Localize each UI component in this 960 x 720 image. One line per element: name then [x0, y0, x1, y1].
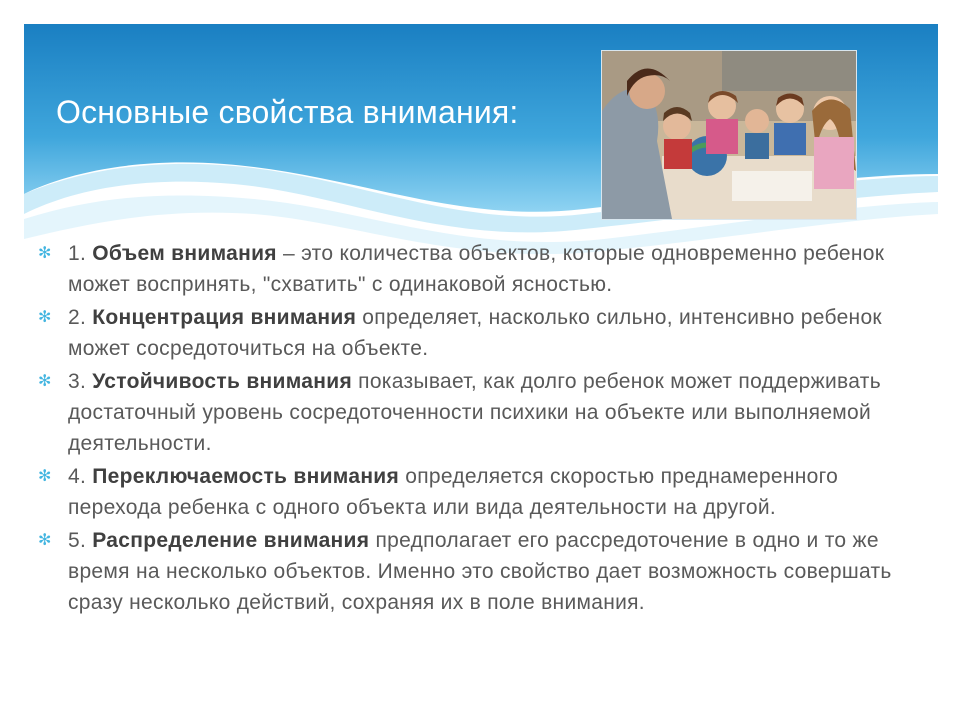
asterisk-icon: ✻: [38, 373, 52, 390]
asterisk-icon: ✻: [38, 245, 52, 262]
item-text: показывает, как долго ребенок может поддерживать достаточный уровень сосредоточенности психики на объекте или выполняемой деятельности.: [68, 370, 881, 455]
item-number: 3.: [68, 370, 87, 393]
item-text: предполагает его рассредоточение в одно и то же время на несколько объектов. Именно это свойство дает возможность совершать сразу несколько действий, сохраняя их в поле внимания.: [68, 529, 892, 614]
list-item: [38, 302, 918, 364]
item-term: Устойчивость внимания: [92, 370, 353, 393]
asterisk-icon: ✻: [38, 309, 52, 326]
asterisk-icon: ✻: [38, 468, 52, 485]
slide-title: Основные свойства внимания:: [56, 94, 519, 130]
item-number: 5.: [68, 529, 87, 552]
item-term: Концентрация внимания: [92, 306, 357, 329]
item-text: – это количества объектов, которые одновременно ребенок может воспринять, "схватить" с одинаковой ясностью.: [68, 242, 885, 296]
item-text: определяется скоростью преднамеренного перехода ребенка с одного объекта или вида деятельности на другой.: [68, 465, 839, 519]
item-number: 1.: [68, 242, 87, 265]
list-item: [38, 238, 918, 300]
item-text: определяет, насколько сильно, интенсивно ребенок может сосредоточиться на объекте.: [68, 306, 882, 360]
slide: [24, 24, 938, 698]
list-item: [38, 366, 918, 459]
asterisk-icon: ✻: [38, 532, 52, 549]
item-term: Объем внимания: [92, 242, 277, 265]
item-term: Переключаемость внимания: [92, 465, 400, 488]
properties-list: [38, 238, 918, 620]
list-item: [38, 461, 918, 523]
item-number: 2.: [68, 306, 87, 329]
item-number: 4.: [68, 465, 87, 488]
teacher-with-children-photo: [601, 50, 857, 220]
list-item: [38, 525, 918, 618]
item-term: Распределение внимания: [92, 529, 370, 552]
